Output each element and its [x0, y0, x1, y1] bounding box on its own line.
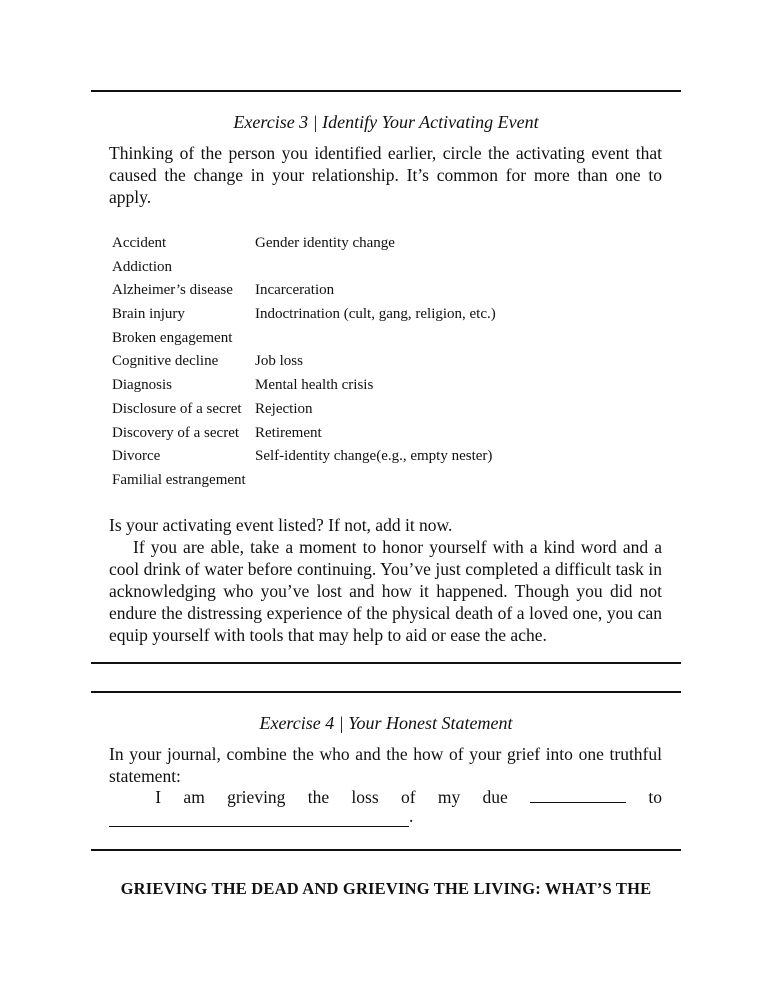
exercise-4-intro: In your journal, combine the who and the how of your grief into one truthful statement:	[109, 744, 662, 786]
event-left: Accident	[112, 235, 167, 251]
exercise-3-title: Exercise 3 | Identify Your Activating Event	[233, 112, 539, 132]
section-heading: GRIEVING THE DEAD AND GRIEVING THE LIVING: WHAT’S THE	[120, 879, 652, 898]
event-left: Disclosure of a secret	[112, 400, 242, 417]
event-right: Job loss	[255, 353, 303, 370]
event-right: Indoctrination (cult, gang, religion, etc.)	[255, 306, 496, 323]
statement-word: grieving	[227, 787, 286, 807]
event-right: Self-identity change(e.g., empty nester)	[255, 448, 493, 465]
exercise-4-title: Exercise 4 | Your Honest Statement	[259, 713, 513, 733]
exercise-3-reflection: If you are able, take a moment to honor yourself with a kind word and a cool drink of water before continuing. You’ve just completed a difficult task in acknowledging who you’ve lost and how it happened. Though you did not endure the distressing experience of the physical death of a loved one, you can equip yourself with tools that may help to aid or ease the ache.	[109, 537, 662, 645]
bottom-rule	[91, 849, 681, 851]
statement-end: .	[409, 806, 414, 826]
statement-word-to: to	[648, 787, 662, 807]
event-left: Diagnosis	[112, 377, 172, 394]
exercise-3-question: Is your activating event listed? If not, add it now.	[109, 515, 453, 535]
statement-word: am	[183, 787, 205, 807]
how-blank[interactable]	[530, 788, 626, 803]
honest-statement-line-2	[109, 806, 413, 827]
statement-word: of	[400, 787, 416, 807]
honest-statement-line	[109, 787, 662, 808]
event-left: Brain injury	[112, 306, 185, 323]
exercise-3-intro: Thinking of the person you identified earlier, circle the activating event that caused the change in your relationship. It’s common for more than one to apply.	[109, 143, 662, 207]
statement-word: the	[307, 787, 330, 807]
event-right: Mental health crisis	[255, 377, 374, 394]
statement-word: loss	[351, 787, 379, 807]
event-right: Rejection	[255, 400, 313, 417]
event-left: Cognitive decline	[112, 353, 219, 370]
event-right: Retirement	[255, 424, 322, 441]
statement-word: due	[482, 787, 508, 807]
event-right: Gender identity change	[255, 235, 395, 251]
event-right: Incarceration	[255, 282, 335, 299]
event-left: Discovery of a secret	[112, 424, 240, 441]
section-start-rule	[91, 691, 681, 693]
top-rule	[91, 90, 681, 92]
statement-word: my	[437, 787, 461, 807]
event-left: Divorce	[112, 448, 161, 465]
event-left: Addiction	[112, 258, 172, 275]
statement-word: I	[155, 787, 162, 807]
event-left: Alzheimer’s disease	[112, 282, 233, 299]
event-left: Broken engagement	[112, 329, 233, 346]
section-end-rule	[91, 662, 681, 664]
event-left: Familial estrangement	[112, 471, 246, 488]
who-blank[interactable]	[109, 808, 409, 827]
